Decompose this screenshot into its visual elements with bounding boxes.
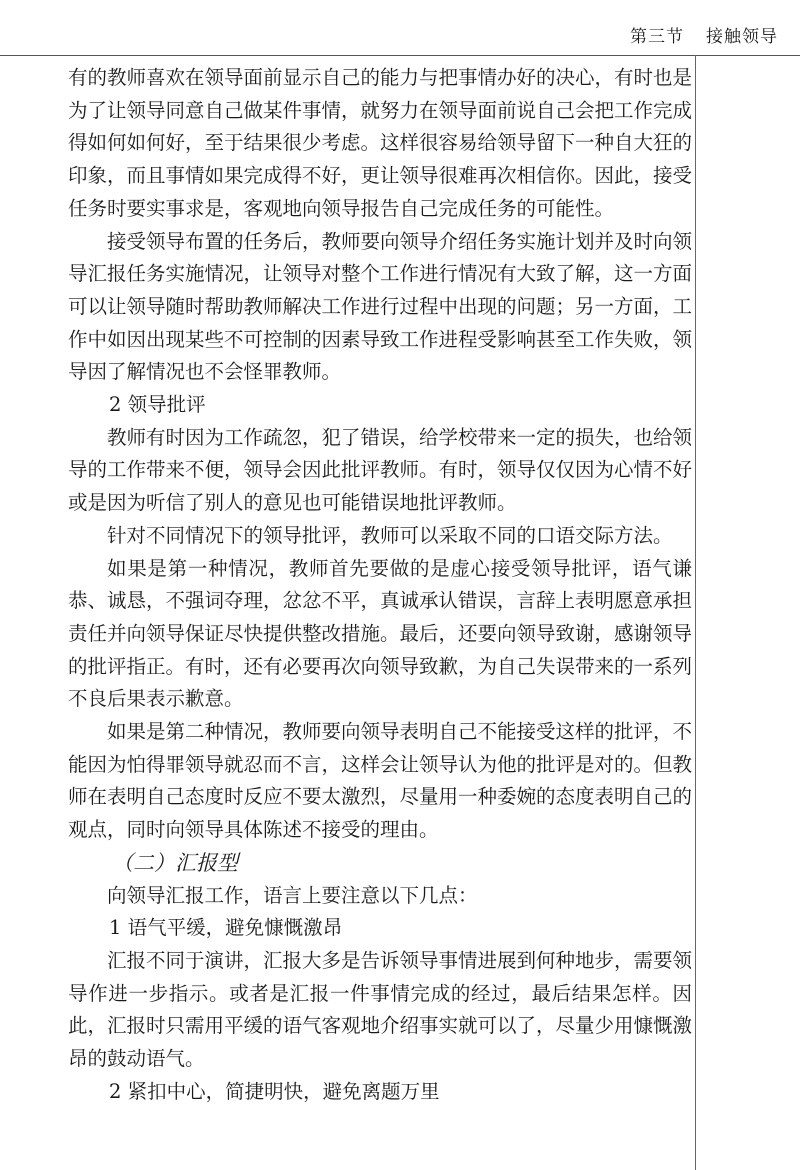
section-heading-report-type: （二）汇报型 — [112, 850, 238, 875]
subheading-calm-tone: 1 语气平缓，避免慷慨激昂 — [109, 916, 343, 940]
header-section-title: 接触领导 — [706, 27, 778, 47]
header-section-number: 第三节 — [630, 27, 684, 47]
paragraph-case-one: 如果是第一种情况，教师首先要做的是虚心接受领导批评，语气谦恭、诚恳，不强词夺理，忿忿不平，真诚承认错误，言辞上表明愿意承担责任并向领导保证尽快提供整改措施。最后，还要向领导致谢，感谢领导的批评指正。有时，还有必要再次向领导致歉，为自己失误带来的一系列不良后果表示歉意。 — [68, 556, 693, 711]
paragraph-continued: 有的教师喜欢在领导面前显示自己的能力与把事情办好的决心，有时也是为了让领导同意自己做某件事情，就努力在领导面前说自己会把工作完成得如何如何好，至于结果很少考虑。这样很容易给领导留下一种自大狂的印象，而且事情如果完成得不好，更让领导很难再次相信你。因此，接受任务时要实事求是，客观地向领导报告自己完成任务的可能性。 — [68, 66, 693, 220]
paragraph-calm-tone: 汇报不同于演讲，汇报大多是告诉领导事情进展到何种地步，需要领导作进一步指示。或者是汇报一件事情完成的经过，最后结果怎样。因此，汇报时只需用平缓的语气客观地介绍事实就可以了，尽量少用慷慨激昂的鼓动语气。 — [68, 948, 693, 1071]
paragraph-report-plan: 接受领导布置的任务后，教师要向领导介绍任务实施计划并及时向领导汇报任务实施情况，让领导对整个工作进行情况有大致了解，这一方面可以让领导随时帮助教师解决工作进行过程中出现的问题；另一方面，工作中如因出现某些不可控制的因素导致工作进程受影响甚至工作失败，领导因了解情况也不会怪罪教师。 — [68, 229, 693, 384]
page-body — [68, 62, 692, 1109]
paragraph-criticism-methods: 针对不同情况下的领导批评，教师可以采取不同的口语交际方法。 — [107, 523, 673, 547]
subheading-stay-focused: 2 紧扣中心，简捷明快，避免离题万里 — [109, 1079, 440, 1103]
running-header — [630, 22, 778, 47]
paragraph-criticism-causes: 教师有时因为工作疏忽，犯了错误，给学校带来一定的损失，也给领导的工作带来不便，领导会因此批评教师。有时，领导仅仅因为心情不好或是因为听信了别人的意见也可能错误地批评教师。 — [68, 425, 693, 515]
paragraph-case-two: 如果是第二种情况，教师要向领导表明自己不能接受这样的批评，不能因为怕得罪领导就忍而不言，这样会让领导认为他的批评是对的。但教师在表明自己态度时反应不要太激烈，尽量用一种委婉的态度表明自己的观点，同时向领导具体陈述不接受的理由。 — [68, 720, 693, 842]
subheading-leader-criticism: 2 领导批评 — [109, 393, 206, 417]
margin-rule — [695, 55, 696, 1170]
paragraph-report-intro: 向领导汇报工作，语言上要注意以下几点： — [107, 883, 478, 907]
header-rule — [0, 55, 800, 56]
